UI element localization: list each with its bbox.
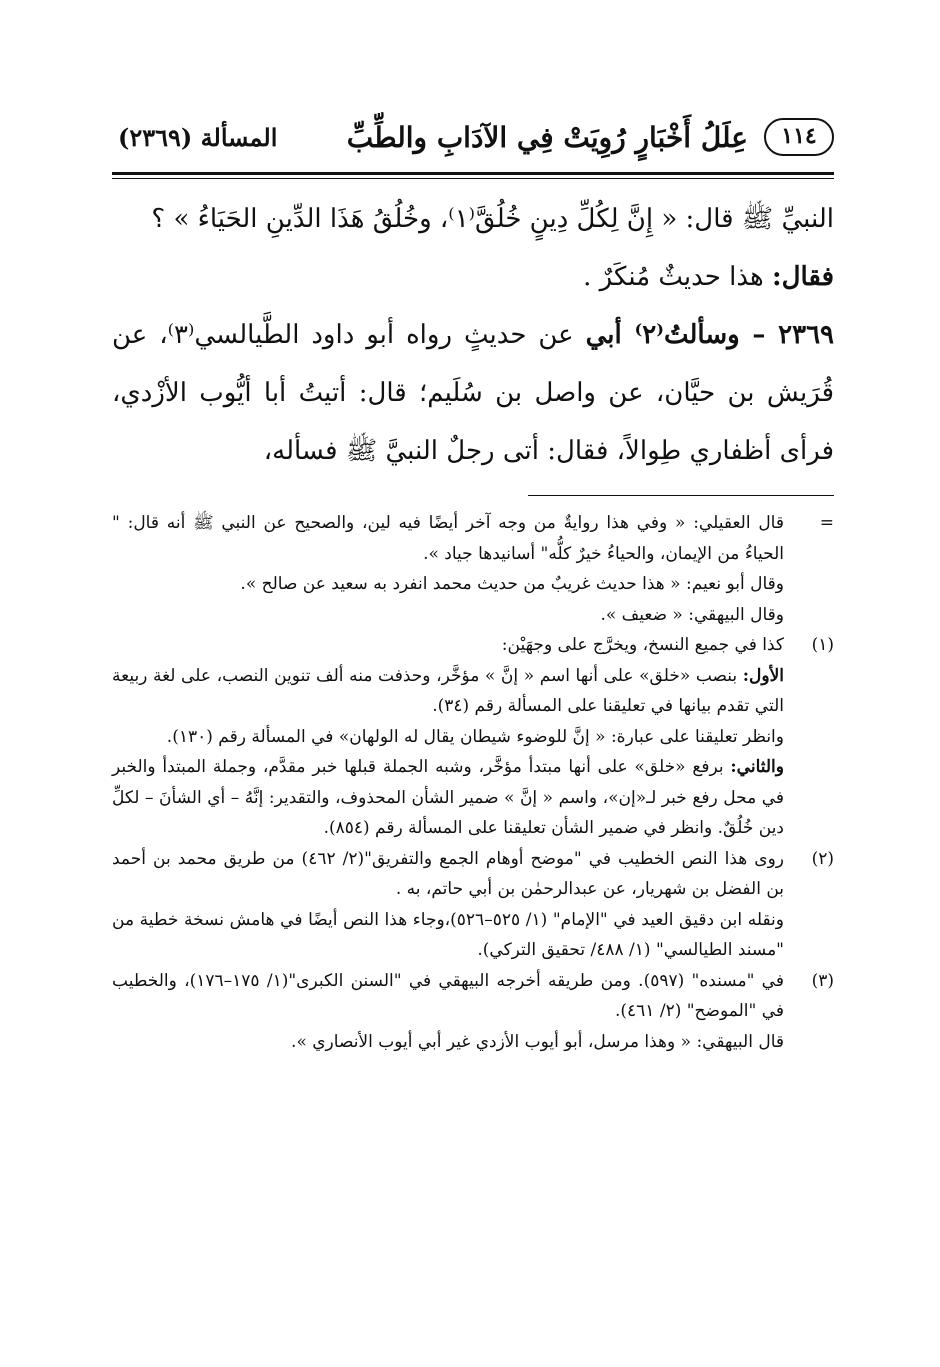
footnote-line: وقال البيهقي: « ضعيف ». — [600, 604, 784, 625]
main-text — [112, 190, 834, 480]
footnote-line: ونقله ابن دقيق العيد في "الإمام" (١/ ٥٢٥–٥٢٦)،وجاء هذا النص أيضًا في هامش نسخة خطية من "مسند الطيالسي" (١/ ٤٨٨/ تحقيق التركي). — [112, 909, 784, 960]
footnote-marker: (٢) — [811, 848, 834, 869]
footnote-line: روى هذا النص الخطيب في "موضح أوهام الجمع والتفريق"(٢/ ٤٦٢) من طريق محمد بن أحمد بن الفضل بن شهريار، عن عبدالرحمٰن بن أبي حاتم، به . — [112, 848, 784, 899]
footnote-3 — [112, 966, 834, 1058]
footnote-lead-label: الأول: — [742, 665, 784, 686]
book-title: عِلَلُ أَخْبَارٍ رُوِيَتْ فِي الآدَابِ والطِّبِّ — [346, 121, 748, 154]
page-number: ١١٤ — [764, 118, 834, 156]
footnotes — [112, 508, 834, 1057]
footnote-line: وقال أبو نعيم: « هذا حديث غريبٌ من حديث محمد انفرد به سعيد عن صالح ». — [240, 574, 784, 594]
main-paragraph-3 — [112, 306, 834, 480]
main-paragraph-1: النبيِّ ﷺ قال: « إِنَّ لِكُلِّ دِينٍ خُلُقَّ⁽١⁾، وخُلُقُ هَذَا الدِّينِ الحَيَاءُ » ؟ — [151, 204, 834, 234]
footnote-line: وانظر تعليقنا على عبارة: « إنَّ للوضوء شيطان يقال له الولهان» في المسألة رقم (١٣٠). — [166, 726, 784, 747]
footnote-line: قال البيهقي: « وهذا مرسل، أبو أيوب الأزدي غير أبي أيوب الأنصاري ». — [291, 1031, 784, 1052]
footnote-line: في "مسنده" (٥٩٧). ومن طريقه أخرجه البيهقي في "السنن الكبرى"(١/ ١٧٥–١٧٦)، والخطيب في "الموضح" (٢/ ٤٦١). — [112, 970, 784, 1021]
issue-text: عن حديثٍ رواه أبو داود الطَّيالسي⁽٣⁾، عن قُرَيش بن حيَّان، عن واصل بن سُلَيم؛ قال: أتيتُ أبا أيُّوب الأزْدي، فرأى أظفاري طِوالاً، فقال: أتى رجلٌ النبيَّ ﷺ فسأله، — [112, 320, 834, 466]
footnote-continued — [112, 508, 834, 630]
footnote-marker: (١) — [811, 635, 834, 655]
main-paragraph-2 — [112, 248, 834, 306]
footnote-line: قال العقيلي: « وفي هذا روايةٌ من وجه آخر أيضًا فيه لين، والصحيح عن النبي ﷺ أنه قال: " الحياءُ من الإيمان، والحياءُ خيرٌ كلُّه" أسانيدها جياد ». — [112, 513, 784, 564]
footnote-lead-text: بنصب «خلق» على أنها اسم « إنَّ » مؤخَّر، وحذفت منه ألف تنوين النصب، على لغة ربيعة التي تقدم بيانها في تعليقنا على المسألة رقم (٣٤). — [112, 665, 784, 716]
footnote-line: كذا في جميع النسخ، ويخرَّج على وجهَيْن: — [501, 635, 784, 655]
speaker-label: فقال: — [772, 262, 834, 292]
footnote-lead-text: برفع «خلق» على أنها مبتدأ مؤخَّر، وشبه الجملة قبلها خبر مقدَّم، وجملة المبتدأ والخبر في محل رفع خبر لـ«إن»، واسم « إنَّ » ضمير الشأن المحذوف، والتقدير: إنَّهُ – أي الشأنَ – لكلِّ دين خُلُقٌ. وانظر في ضمير الشأن تعليقنا على المسألة رقم (٨٥٤). — [112, 757, 785, 838]
footnote-2 — [112, 844, 834, 966]
footnote-marker: = — [819, 513, 834, 533]
issue-number: المسألة (٢٣٦٩) — [118, 123, 278, 152]
page-header — [112, 116, 834, 166]
header-rule-thick — [112, 172, 834, 175]
footnote-lead-label: والثاني: — [730, 757, 784, 777]
footnote-1 — [112, 630, 834, 844]
footnote-line — [112, 661, 784, 722]
footnote-marker: (٣) — [811, 970, 834, 991]
footnote-line — [112, 752, 784, 844]
header-rule-thin — [112, 178, 834, 179]
verdict-text: هذا حديثٌ مُنكَرٌ . — [583, 262, 772, 292]
issue-heading: ٢٣٦٩ – وسألتُ⁽٢⁾ أبي — [585, 320, 834, 350]
footnote-separator — [528, 495, 834, 496]
